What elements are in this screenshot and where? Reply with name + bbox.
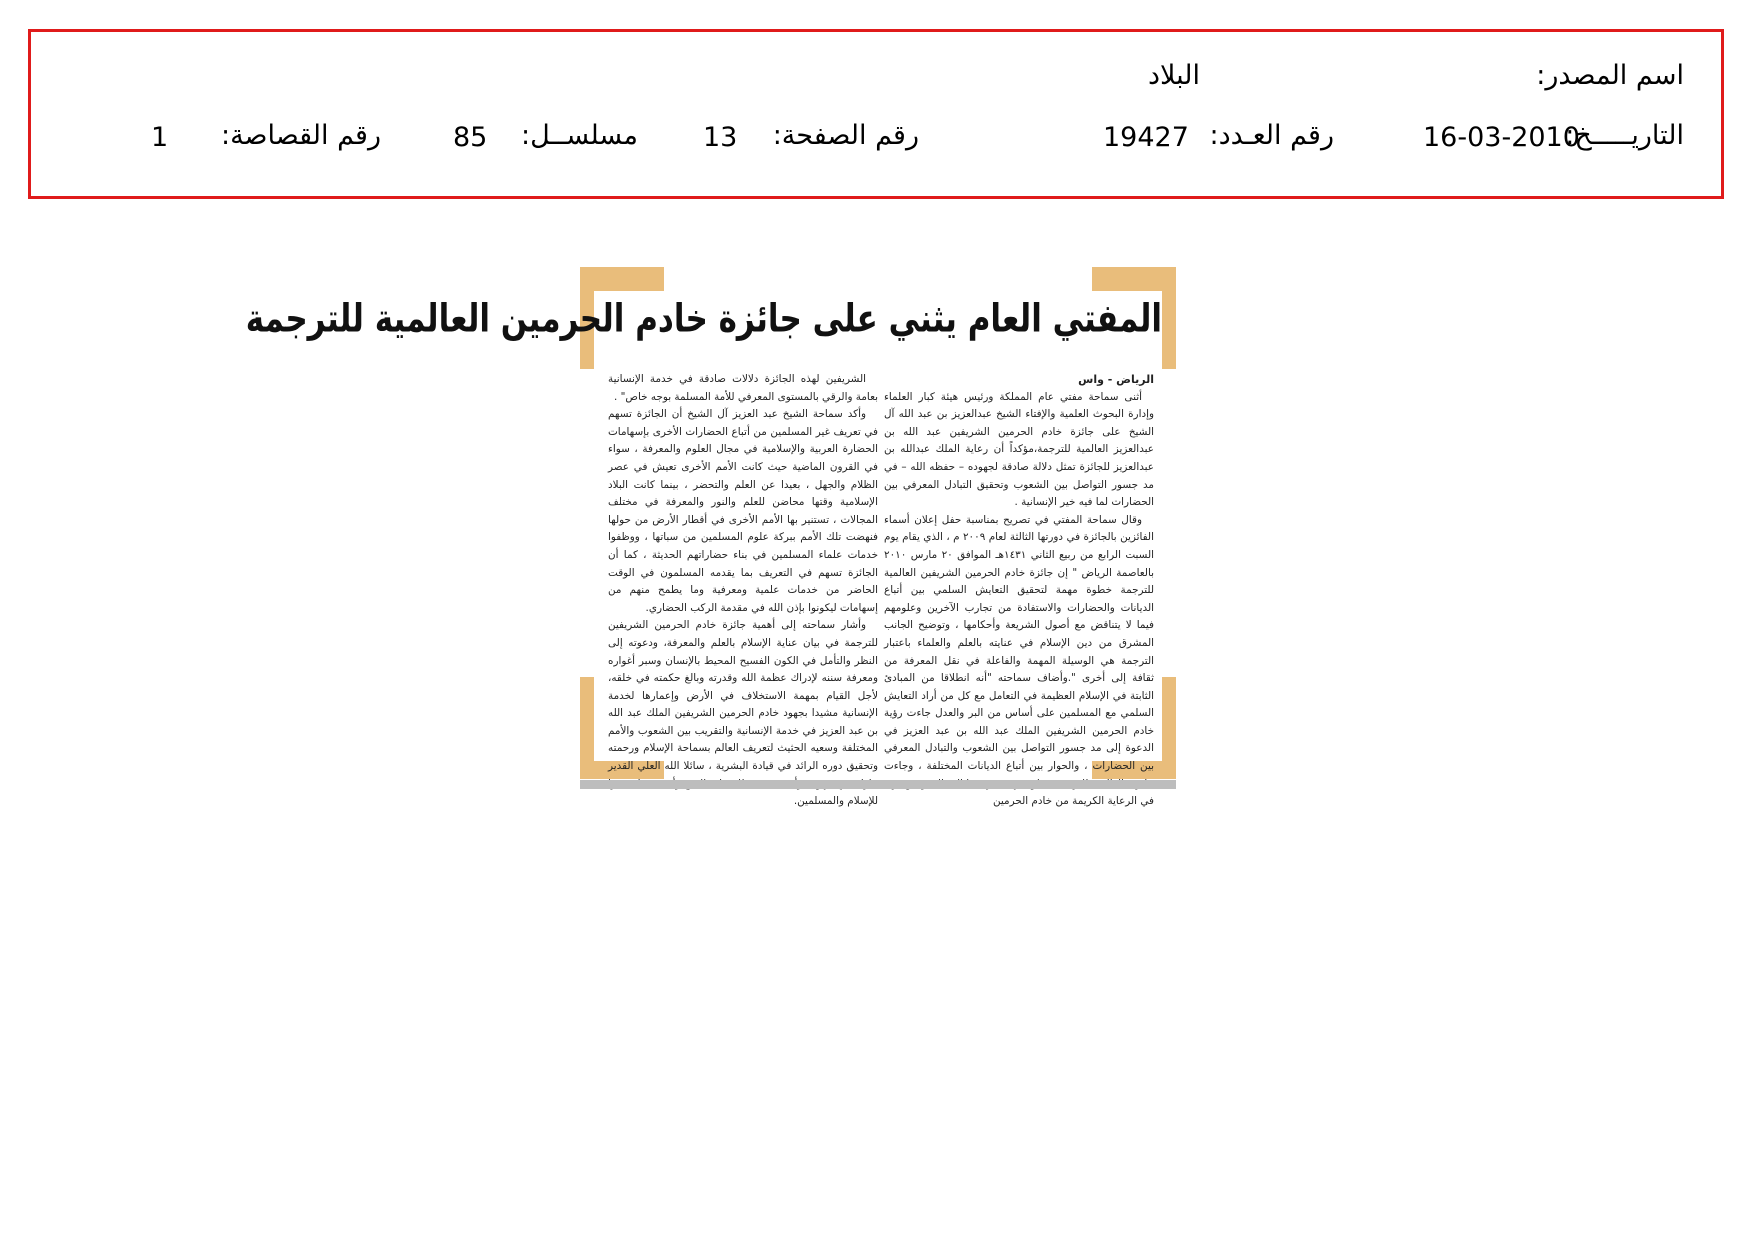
article-column-right	[884, 371, 1154, 811]
source-value: البلاد	[1147, 60, 1200, 91]
serial-label: مسلســل:	[521, 120, 638, 151]
source-label: اسم المصدر:	[1536, 60, 1684, 91]
newspaper-clipping	[245, 267, 1176, 808]
article-dateline: الرياض - واس	[1078, 373, 1154, 386]
article-body	[245, 291, 1162, 808]
clip-value: 1	[151, 122, 169, 153]
clipping-shadow	[580, 780, 1176, 789]
paragraph: وأشار سماحته إلى أهمية جائزة خادم الحرمين الشريفين للترجمة في بيان عناية الإسلام بالعلم والمعرفة، ودعوته إلى النظر والتأمل في الكون الفسيح المحيط بالإنسان وسبر أغواره ومعرفة سننه لإدراك عظمة الله وقدرته وبالغ حكمته في خلقه، لأجل القيام بمهمة الاستخلاف في الأرض وإعمارها لخدمة الإنسانية مشيدا بجهود خادم الحرمين الشريفين الملك عبد الله بن عبد العزيز في خدمة الإنسانية والتقريب بين الشعوب والأمم المختلفة وسعيه الحثيث لتعريف العالم بسماحة الإسلام ورحمته وتحقيق دوره الرائد في قيادة البشرية ، سائلا الله العلي القدير للإسلام والمسلمين.	[608, 619, 878, 808]
clipping-info-box	[28, 29, 1724, 199]
page-value: 13	[703, 122, 738, 153]
issue-label: رقم العـدد:	[1209, 120, 1334, 151]
paragraph: الشريفين لهذه الجائزة دلالات صادقة في خدمة الإنسانية بعامة والرقي بالمستوى المعرفي للأمة المسلمة بوجه خاص" .	[608, 373, 878, 403]
date-value: 16-03-2010	[1423, 122, 1580, 153]
issue-value: 19427	[1103, 122, 1189, 153]
date-label: التاريـــــخ:	[1565, 120, 1684, 151]
serial-value: 85	[453, 122, 488, 153]
paragraph: وأكد سماحة الشيخ عبد العزيز آل الشيخ أن الجائزة تسهم في تعريف غير المسلمين من أتباع الحضارات الأخرى بإسهامات الحضارة العربية والإسلامية في مجال العلوم والمعرفة ، سواء في القرون الماضية حيث كانت الأمم الأخرى تعيش في عصر الظلام والجهل ، بعيدا عن العلم والتحضر ، بينما كانت البلاد الإسلامية وقتها محاضن للعلم والنور والمعرفة في مختلف المجالات ، تستنير بها الأمم الأخرى في أقطار الأرض من حولها فنهضت تلك الأمم ببركة علوم المسلمين من سباتها ، ووظفوا خدمات علماء المسلمين في بناء حضاراتهم الحديثة ، كما أن الجائزة تسهم في التعريف بما يقدمه المسلمون في الوقت الحاضر من خدمات علمية ومعرفية وما يطمح منهم من إسهامات ليكونوا بإذن الله في مقدمة الركب الحضاري.	[608, 408, 878, 614]
paragraph: أثنى سماحة مفتي عام المملكة ورئيس هيئة كبار العلماء وإدارة البحوث العلمية والإفتاء الشيخ عبدالعزيز بن عبد الله آل الشيخ على جائزة خادم الحرمين الشريفين عبد الله بن عبدالعزيز العالمية للترجمة،مؤكداً أن رعاية الملك عبدالله بن عبدالعزيز للجائزة تمثل دلالة صادقة لجهوده – حفظه الله – في مد جسور التواصل بين الشعوب وتحقيق التبادل المعرفي بين الحضارات لما فيه خير الإنسانية .	[884, 390, 1154, 509]
clip-label: رقم القصاصة:	[220, 120, 381, 151]
paragraph: وقال سماحة المفتي في تصريح بمناسبة حفل إعلان أسماء الفائزين بالجائزة في دورتها الثالثة لعام ٢٠٠٩ م ، الذي يقام يوم السبت الرابع من ربيع الثاني ١٤٣١هـ الموافق ٢٠ مارس ٢٠١٠ بالعاصمة الرياض " إن جائزة خادم الحرمين الشريفين العالمية للترجمة خطوة مهمة لتحقيق التعايش السلمي بين أتباع الديانات والحضارات والاستفادة من تجارب الآخرين وعلومهم فيما لا يتناقض مع أصول الشريعة وأحكامها ، وتوضيح الجانب المشرق من دين الإسلام في عنايته بالعلم والعلماء باعتبار الترجمة هي الوسيلة المهمة والفاعلة في نقل المعرفة من ثقافة إلى أخرى ".وأضاف سماحته "أنه انطلاقا من المبادئ الثابتة في الإسلام العظيمة في التعامل مع كل من أراد التعايش السلمي مع المسلمين على أساس من البر والعدل جاءت رؤية خادم الحرمين الشريفين الملك عبد الله بن عبد العزيز في الدعوة إلى مد جسور التواصل بين الشعوب والتبادل المعرفي بين الحضارات ، والحوار بين أتباع الديانات المختلفة ، وجاءت في الرعاية الكريمة من خادم الحرمين	[884, 513, 1155, 808]
article-headline: المفتي العام يثني على جائزة خادم الحرمين العالمية للترجمة	[245, 296, 1162, 342]
page-label: رقم الصفحة:	[772, 120, 919, 151]
article-column-left	[608, 371, 878, 811]
